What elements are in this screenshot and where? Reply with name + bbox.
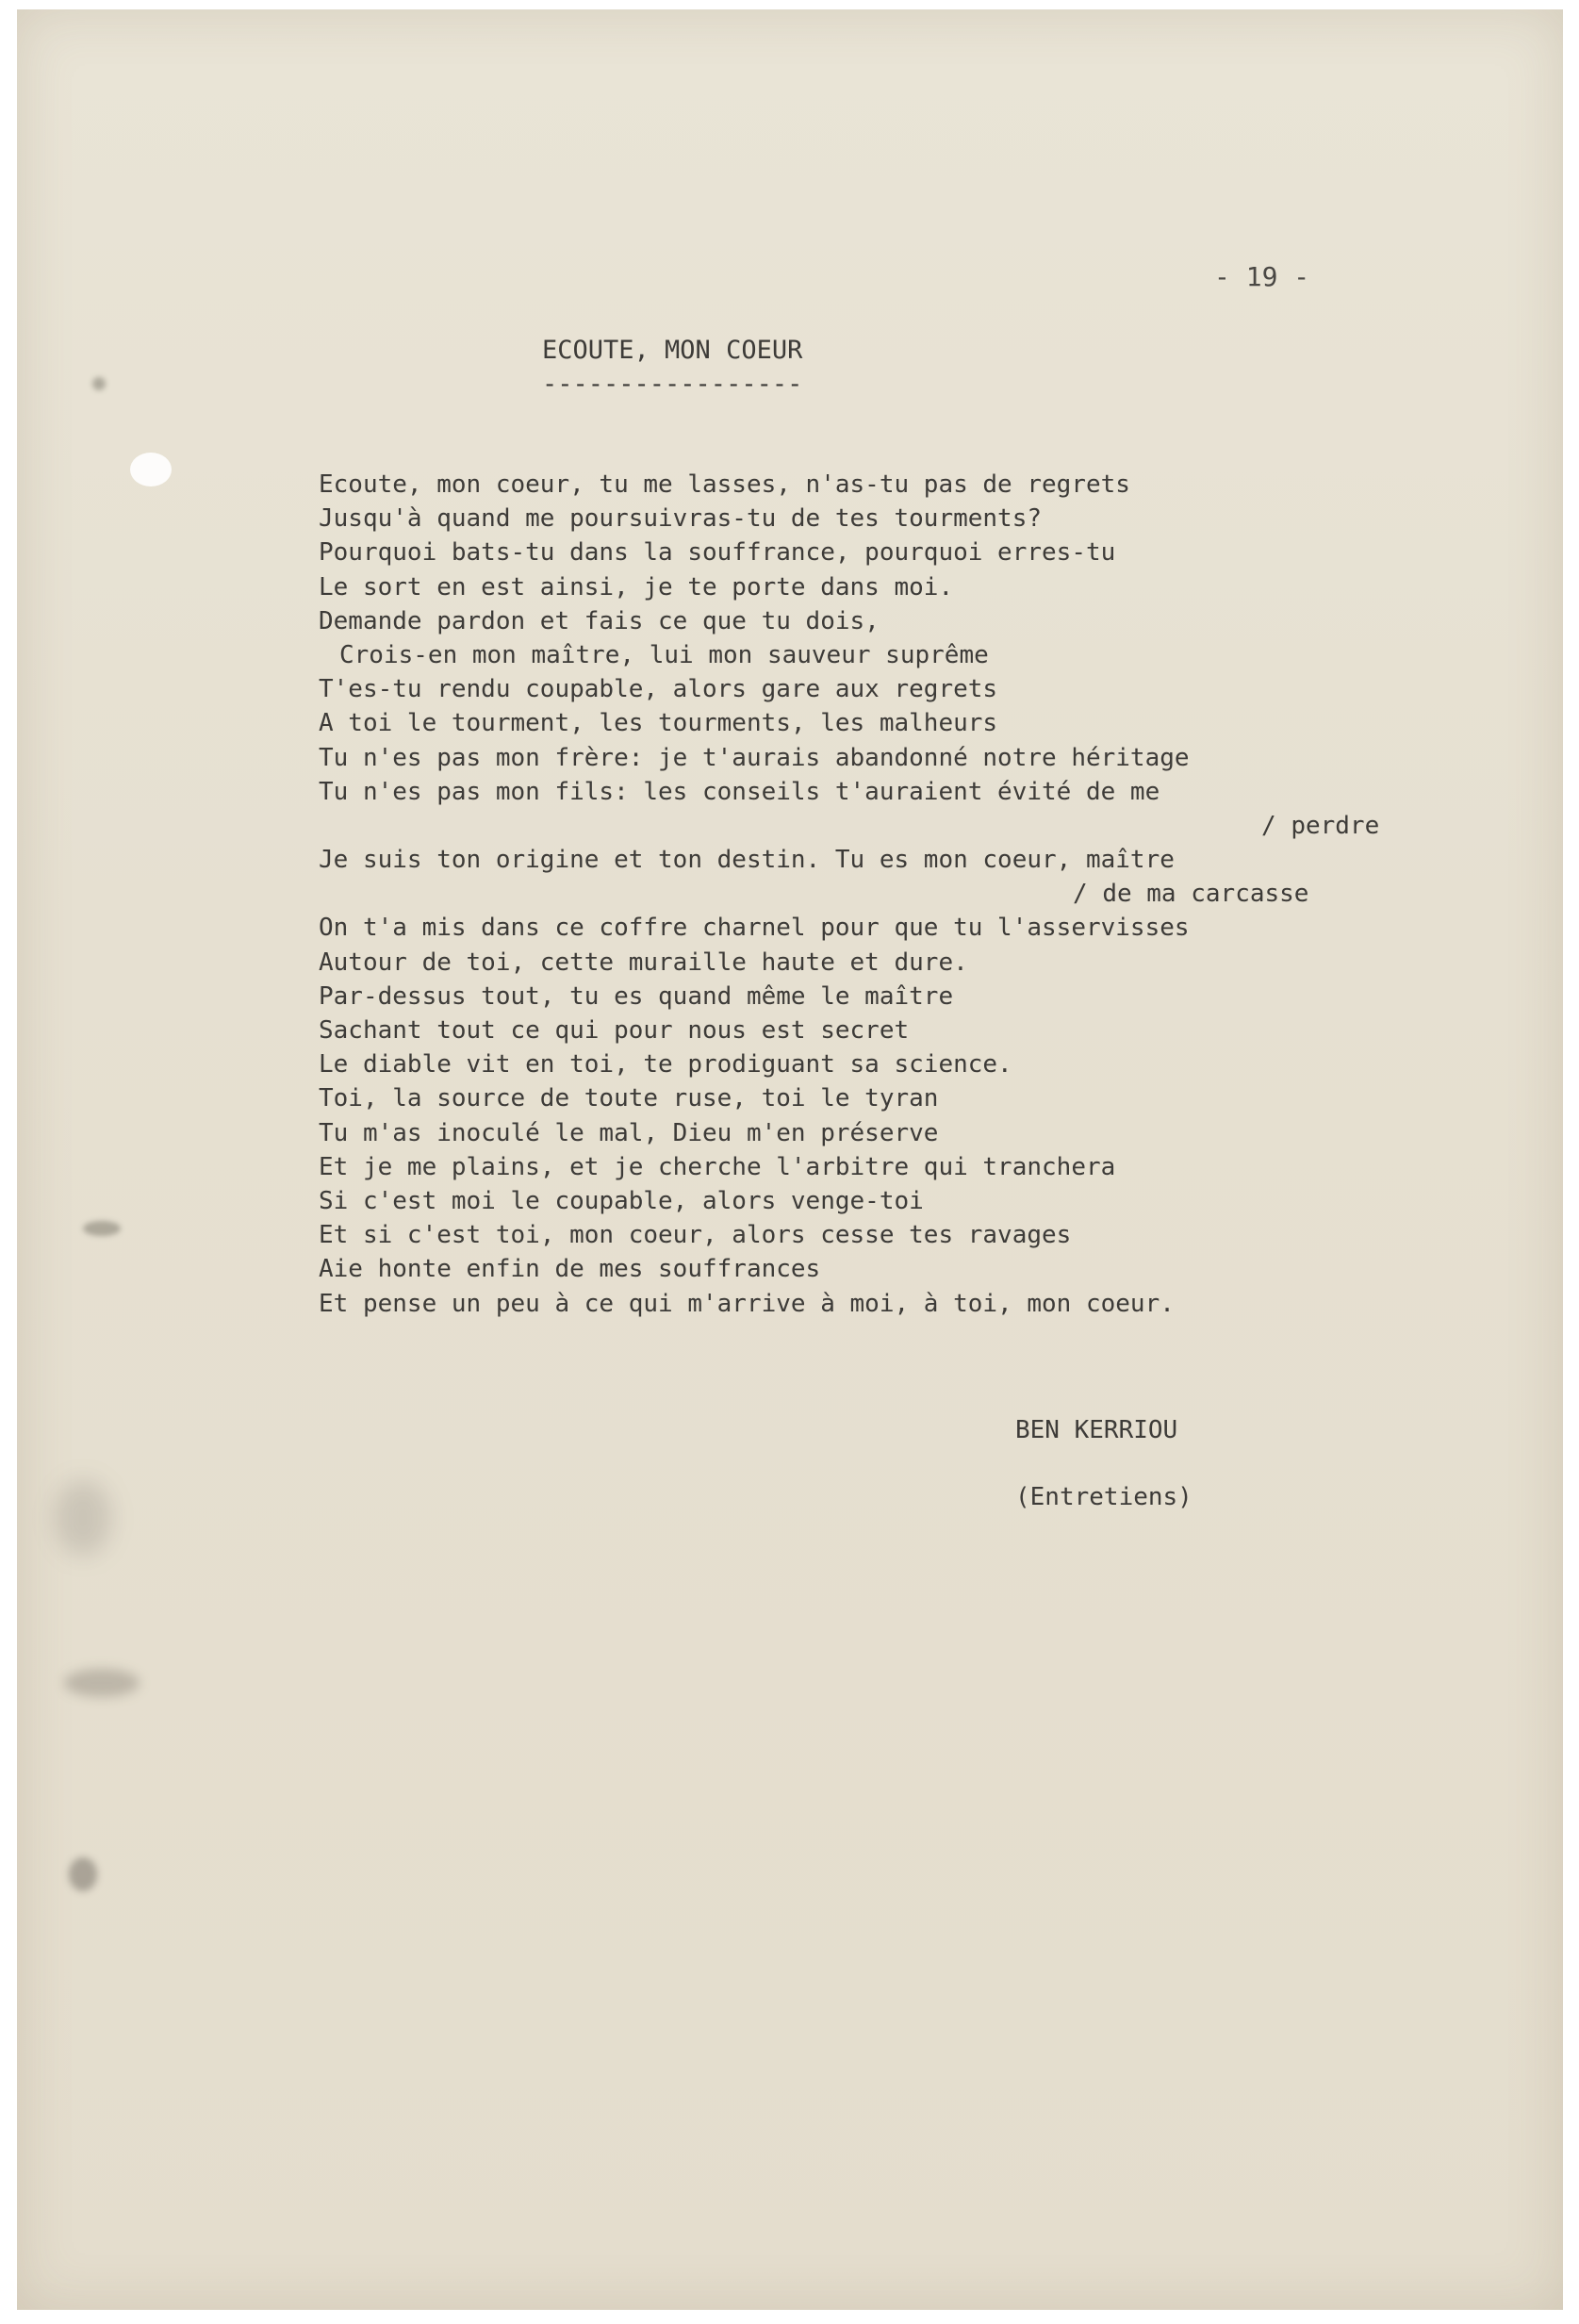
poem-line: Si c'est moi le coupable, alors venge-toi xyxy=(319,1186,924,1215)
poem-line: Tu m'as inoculé le mal, Dieu m'en préserve xyxy=(319,1118,939,1147)
poem-line: Par-dessus tout, tu es quand même le maître xyxy=(319,981,954,1011)
source-note: (Entretiens) xyxy=(1015,1483,1192,1511)
poem-line-continuation: / de ma carcasse xyxy=(319,877,1450,911)
paper-stain xyxy=(55,1480,111,1556)
paper-stain xyxy=(64,1669,140,1697)
poem-line: A toi le tourment, les tourments, les malheurs xyxy=(319,709,998,738)
poem-line: Et je me plains, et je cherche l'arbitre qui tranchera xyxy=(319,1152,1116,1181)
title-underline: ----------------- xyxy=(542,370,803,399)
poem-line: Sachant tout ce qui pour nous est secret xyxy=(319,1016,910,1045)
paper-stain xyxy=(83,1221,121,1236)
poem-line: Toi, la source de toute ruse, toi le tyran xyxy=(319,1084,939,1113)
poem-line: Le diable vit en toi, te prodiguant sa science. xyxy=(319,1050,1012,1080)
poem-line: Demande pardon et fais ce que tu dois, xyxy=(319,606,880,635)
poem-line: Ecoute, mon coeur, tu me lasses, n'as-tu pas de regrets xyxy=(319,470,1130,499)
poem-line: Autour de toi, cette muraille haute et dure. xyxy=(319,948,968,977)
poem-line: Crois-en mon maître, lui mon sauveur suprême xyxy=(339,640,989,669)
poem-line: Pourquoi bats-tu dans la souffrance, pourquoi erres-tu xyxy=(319,538,1116,568)
poem-line: Et pense un peu à ce qui m'arrive à moi, à toi, mon coeur. xyxy=(319,1289,1175,1318)
author-name: BEN KERRIOU xyxy=(1015,1416,1178,1444)
poem-line: Aie honte enfin de mes souffrances xyxy=(319,1255,821,1284)
poem-line: Tu n'es pas mon fils: les conseils t'auraient évité de me xyxy=(319,777,1160,806)
paper-hole xyxy=(130,453,172,486)
poem-line: T'es-tu rendu coupable, alors gare aux regrets xyxy=(319,675,998,704)
paper-stain xyxy=(69,1857,97,1891)
poem-line: Je suis ton origine et ton destin. Tu es mon coeur, maître xyxy=(319,846,1175,875)
poem-line-continuation: / perdre xyxy=(319,809,1450,843)
poem-line: Le sort en est ainsi, je te porte dans moi. xyxy=(319,572,954,602)
page-number: - 19 - xyxy=(1214,261,1310,292)
poem-line: Tu n'es pas mon frère: je t'aurais abandonné notre héritage xyxy=(319,743,1190,772)
poem-line: Jusqu'à quand me poursuivras-tu de tes tourments? xyxy=(319,504,1043,534)
paper-stain xyxy=(92,377,106,390)
poem-body xyxy=(319,468,1450,1321)
poem-line: Et si c'est toi, mon coeur, alors cesse tes ravages xyxy=(319,1221,1072,1250)
poem-title: ECOUTE, MON COEUR xyxy=(542,336,803,365)
poem-line: On t'a mis dans ce coffre charnel pour que tu l'asservisses xyxy=(319,914,1190,943)
